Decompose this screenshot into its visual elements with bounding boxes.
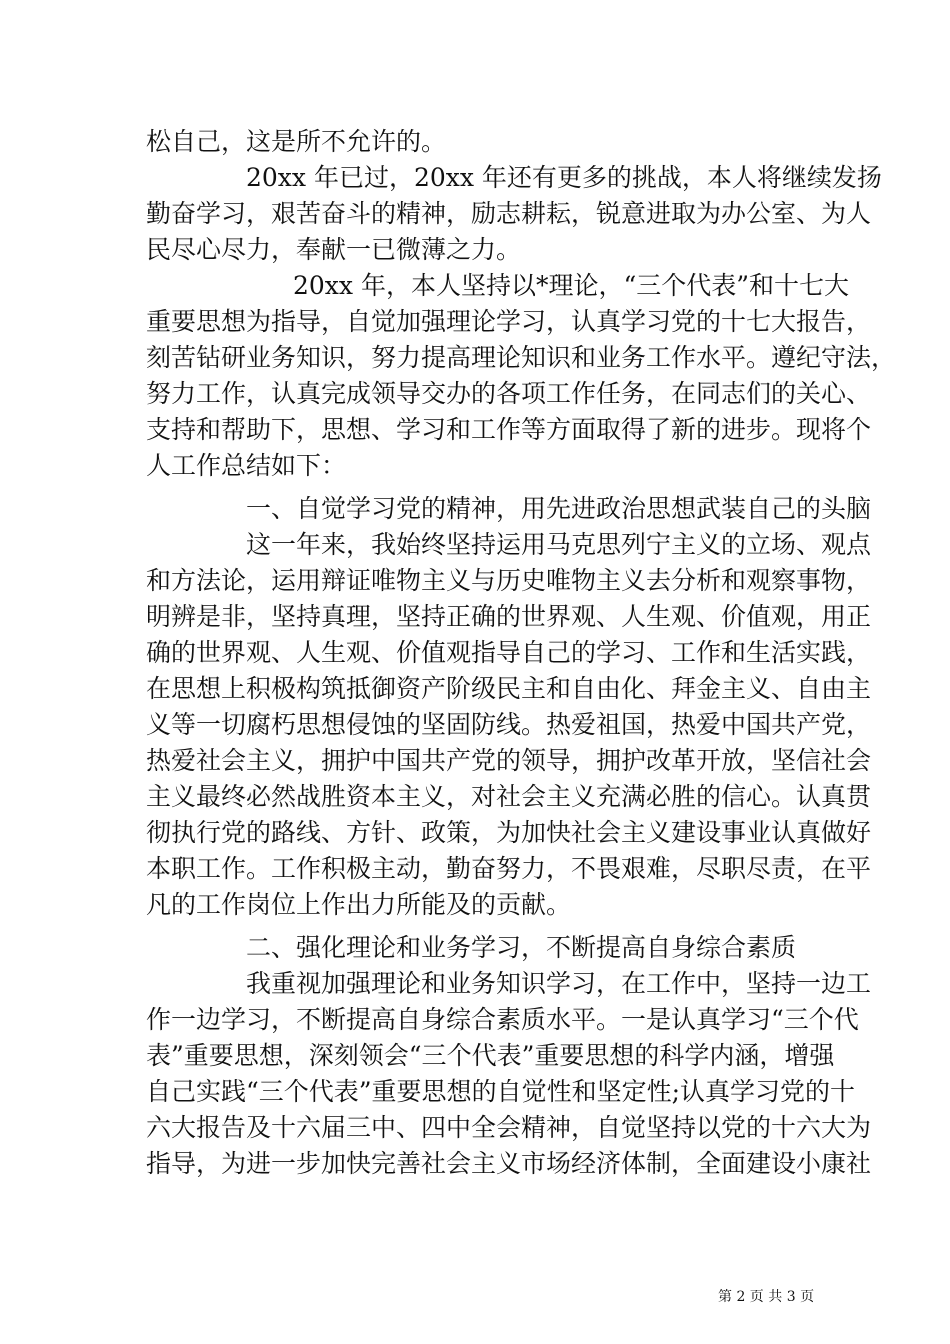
text-line: 支持和帮助下，思想、学习和工作等方面取得了新的进步。现将个	[146, 415, 872, 444]
text-line: 在思想上积极构筑抵御资产阶级民主和自由化、拜金主义、自由主	[146, 674, 872, 703]
text-line: 20xx 年已过，20xx 年还有更多的挑战，本人将继续发扬	[246, 163, 882, 192]
text-line: 刻苦钻研业务知识，努力提高理论知识和业务工作水平。遵纪守法，	[146, 343, 897, 372]
text-line: 勤奋学习，艰苦奋斗的精神，励志耕耘，锐意进取为办公室、为人	[146, 199, 872, 228]
text-line: 本职工作。工作积极主动，勤奋努力，不畏艰难，尽职尽责，在平	[146, 854, 872, 883]
text-line: 热爱社会主义，拥护中国共产党的领导，拥护改革开放，坚信社会	[146, 746, 872, 775]
text-line: 人工作总结如下：	[146, 451, 347, 480]
text-line: 自己实践“三个代表”重要思想的自觉性和坚定性;认真学习党的十	[146, 1077, 855, 1106]
text-line: 20xx 年，本人坚持以*理论，“三个代表”和十七大	[293, 271, 850, 300]
text-line: 这一年来，我始终坚持运用马克思列宁主义的立场、观点	[246, 530, 872, 559]
text-line: 义等一切腐朽思想侵蚀的坚固防线。热爱祖国，热爱中国共产党，	[146, 710, 872, 739]
text-line: 表”重要思想，深刻领会“三个代表”重要思想的科学内涵，增强	[146, 1041, 835, 1070]
page-number-footer: 第 2 页 共 3 页	[718, 1289, 815, 1305]
text-line: 作一边学习，不断提高自身综合素质水平。一是认真学习“三个代	[146, 1005, 859, 1034]
text-line: 彻执行党的路线、方针、政策，为加快社会主义建设事业认真做好	[146, 818, 872, 847]
text-line: 重要思想为指导，自觉加强理论学习，认真学习党的十七大报告，	[146, 307, 872, 336]
text-line: 确的世界观、人生观、价值观指导自己的学习、工作和生活实践，	[146, 638, 872, 667]
text-line: 主义最终必然战胜资本主义，对社会主义充满必胜的信心。认真贯	[146, 782, 872, 811]
text-line: 凡的工作岗位上作出力所能及的贡献。	[146, 890, 572, 919]
text-line: 松自己，这是所不允许的。	[146, 127, 447, 156]
text-line: 我重视加强理论和业务知识学习，在工作中，坚持一边工	[246, 969, 872, 998]
text-line: 指导，为进一步加快完善社会主义市场经济体制，全面建设小康社	[146, 1149, 872, 1178]
section-heading: 二、强化理论和业务学习，不断提高自身综合素质	[246, 933, 797, 962]
text-line: 明辨是非，坚持真理，坚持正确的世界观、人生观、价值观，用正	[146, 602, 872, 631]
text-line: 和方法论，运用辩证唯物主义与历史唯物主义去分析和观察事物，	[146, 566, 872, 595]
text-line: 六大报告及十六届三中、四中全会精神，自觉坚持以党的十六大为	[146, 1113, 872, 1142]
section-heading: 一、自觉学习党的精神，用先进政治思想武装自己的头脑	[246, 494, 872, 523]
text-line: 努力工作，认真完成领导交办的各项工作任务，在同志们的关心、	[146, 379, 872, 408]
text-line: 民尽心尽力，奉献一已微薄之力。	[146, 235, 522, 264]
